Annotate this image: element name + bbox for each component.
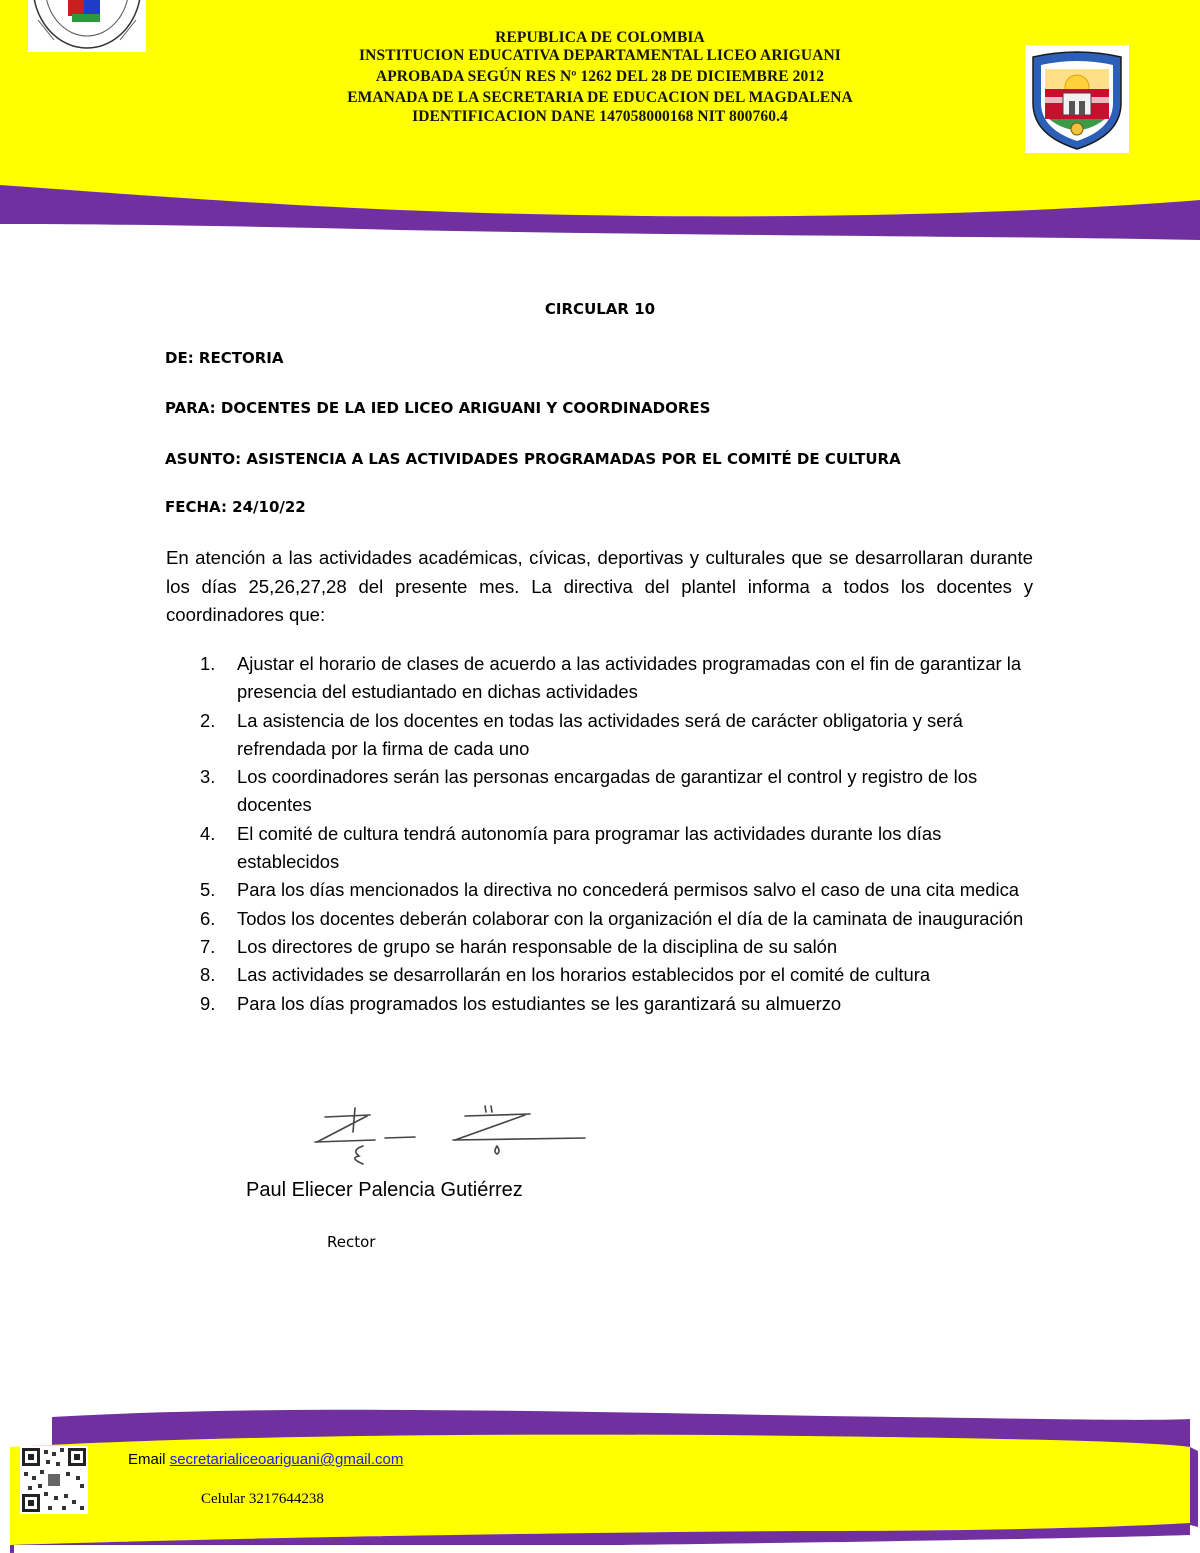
list-text: Ajustar el horario de clases de acuerdo a las actividades programadas con el fin de garantizar la presencia del estudiantado en dichas actividades (237, 653, 1022, 703)
subject-line: ASUNTO: ASISTENCIA A LAS ACTIVIDADES PROGRAMADAS POR EL COMITÉ DE CULTURA (165, 450, 901, 468)
list-number: 4. (200, 822, 216, 844)
points-list (190, 650, 1034, 1018)
coat-of-arms-shield-icon (1025, 45, 1129, 153)
header-line-identification: IDENTIFICACION DANE 147058000168 NIT 800760.4 (412, 108, 788, 125)
from-line: DE: RECTORIA (165, 349, 284, 367)
list-text: Para los días mencionados la directiva no concederá permisos salvo el caso de una cita medica (237, 879, 1020, 901)
list-item (190, 990, 1034, 1018)
handwritten-signature (305, 1102, 595, 1172)
header-line-institution: INSTITUCION EDUCATIVA DEPARTAMENTAL LICEO ARIGUANI (359, 47, 841, 64)
list-item (190, 961, 1034, 989)
to-line: PARA: DOCENTES DE LA IED LICEO ARIGUANI Y COORDINADORES (165, 399, 711, 417)
footer-phone: Celular 3217644238 (201, 1491, 324, 1507)
list-number: 6. (200, 907, 216, 929)
list-text: Los directores de grupo se harán responsable de la disciplina de su salón (237, 935, 838, 957)
list-item (190, 933, 1034, 961)
list-number: 1. (200, 653, 216, 674)
list-text: Las actividades se desarrollarán en los horarios establecidos por el comité de cultura (237, 964, 931, 986)
list-number: 2. (200, 709, 216, 731)
list-text: La asistencia de los docentes en todas las actividades será de carácter obligatoria y será refrendada por la firma de cada uno (237, 709, 963, 759)
list-number: 3. (200, 766, 216, 788)
email-link[interactable]: secretarialiceoariguani@gmail.com (169, 1451, 404, 1468)
email-label: Email (128, 1451, 170, 1468)
circular-title: CIRCULAR 10 (544, 300, 656, 318)
list-item (190, 876, 1034, 904)
date-line: FECHA: 24/10/22 (165, 498, 306, 516)
list-text: Los coordinadores serán las personas encargadas de garantizar el control y registro de los docentes (237, 766, 978, 816)
list-item (190, 905, 1034, 933)
intro-paragraph: En atención a las actividades académicas, cívicas, deportivas y culturales que se desarrollaran durante los días 25,26,27,28 del presente mes. La directiva del plantel informa a todos los docentes y coordinadores que: (166, 547, 1033, 625)
list-item (190, 820, 1034, 877)
header-line-country: REPUBLICA DE COLOMBIA (495, 29, 705, 46)
list-item (190, 650, 1034, 707)
list-text: Todos los docentes deberán colaborar con la organización el día de la caminata de inauguración (237, 907, 1024, 929)
signer-role: Rector (327, 1233, 376, 1251)
footer-background (0, 1395, 1200, 1553)
list-number: 9. (200, 992, 216, 1014)
list-text: El comité de cultura tendrá autonomía para programar las actividades durante los días establecidos (237, 822, 942, 873)
signer-name: Paul Eliecer Palencia Gutiérrez (246, 1179, 523, 1201)
list-item (190, 763, 1034, 820)
header-line-secretary: EMANADA DE LA SECRETARIA DE EDUCACION DEL MAGDALENA (347, 89, 853, 106)
qr-code-icon (20, 1446, 88, 1514)
list-text: Para los días programados los estudiantes se les garantizará su almuerzo (237, 992, 842, 1014)
list-item (190, 707, 1034, 764)
footer-email (128, 1451, 403, 1468)
list-number: 8. (200, 964, 216, 986)
list-number: 5. (200, 879, 216, 901)
list-number: 7. (200, 935, 216, 957)
header-line-approval: APROBADA SEGÚN RES Nº 1262 DEL 28 DE DICIEMBRE 2012 (375, 68, 825, 85)
